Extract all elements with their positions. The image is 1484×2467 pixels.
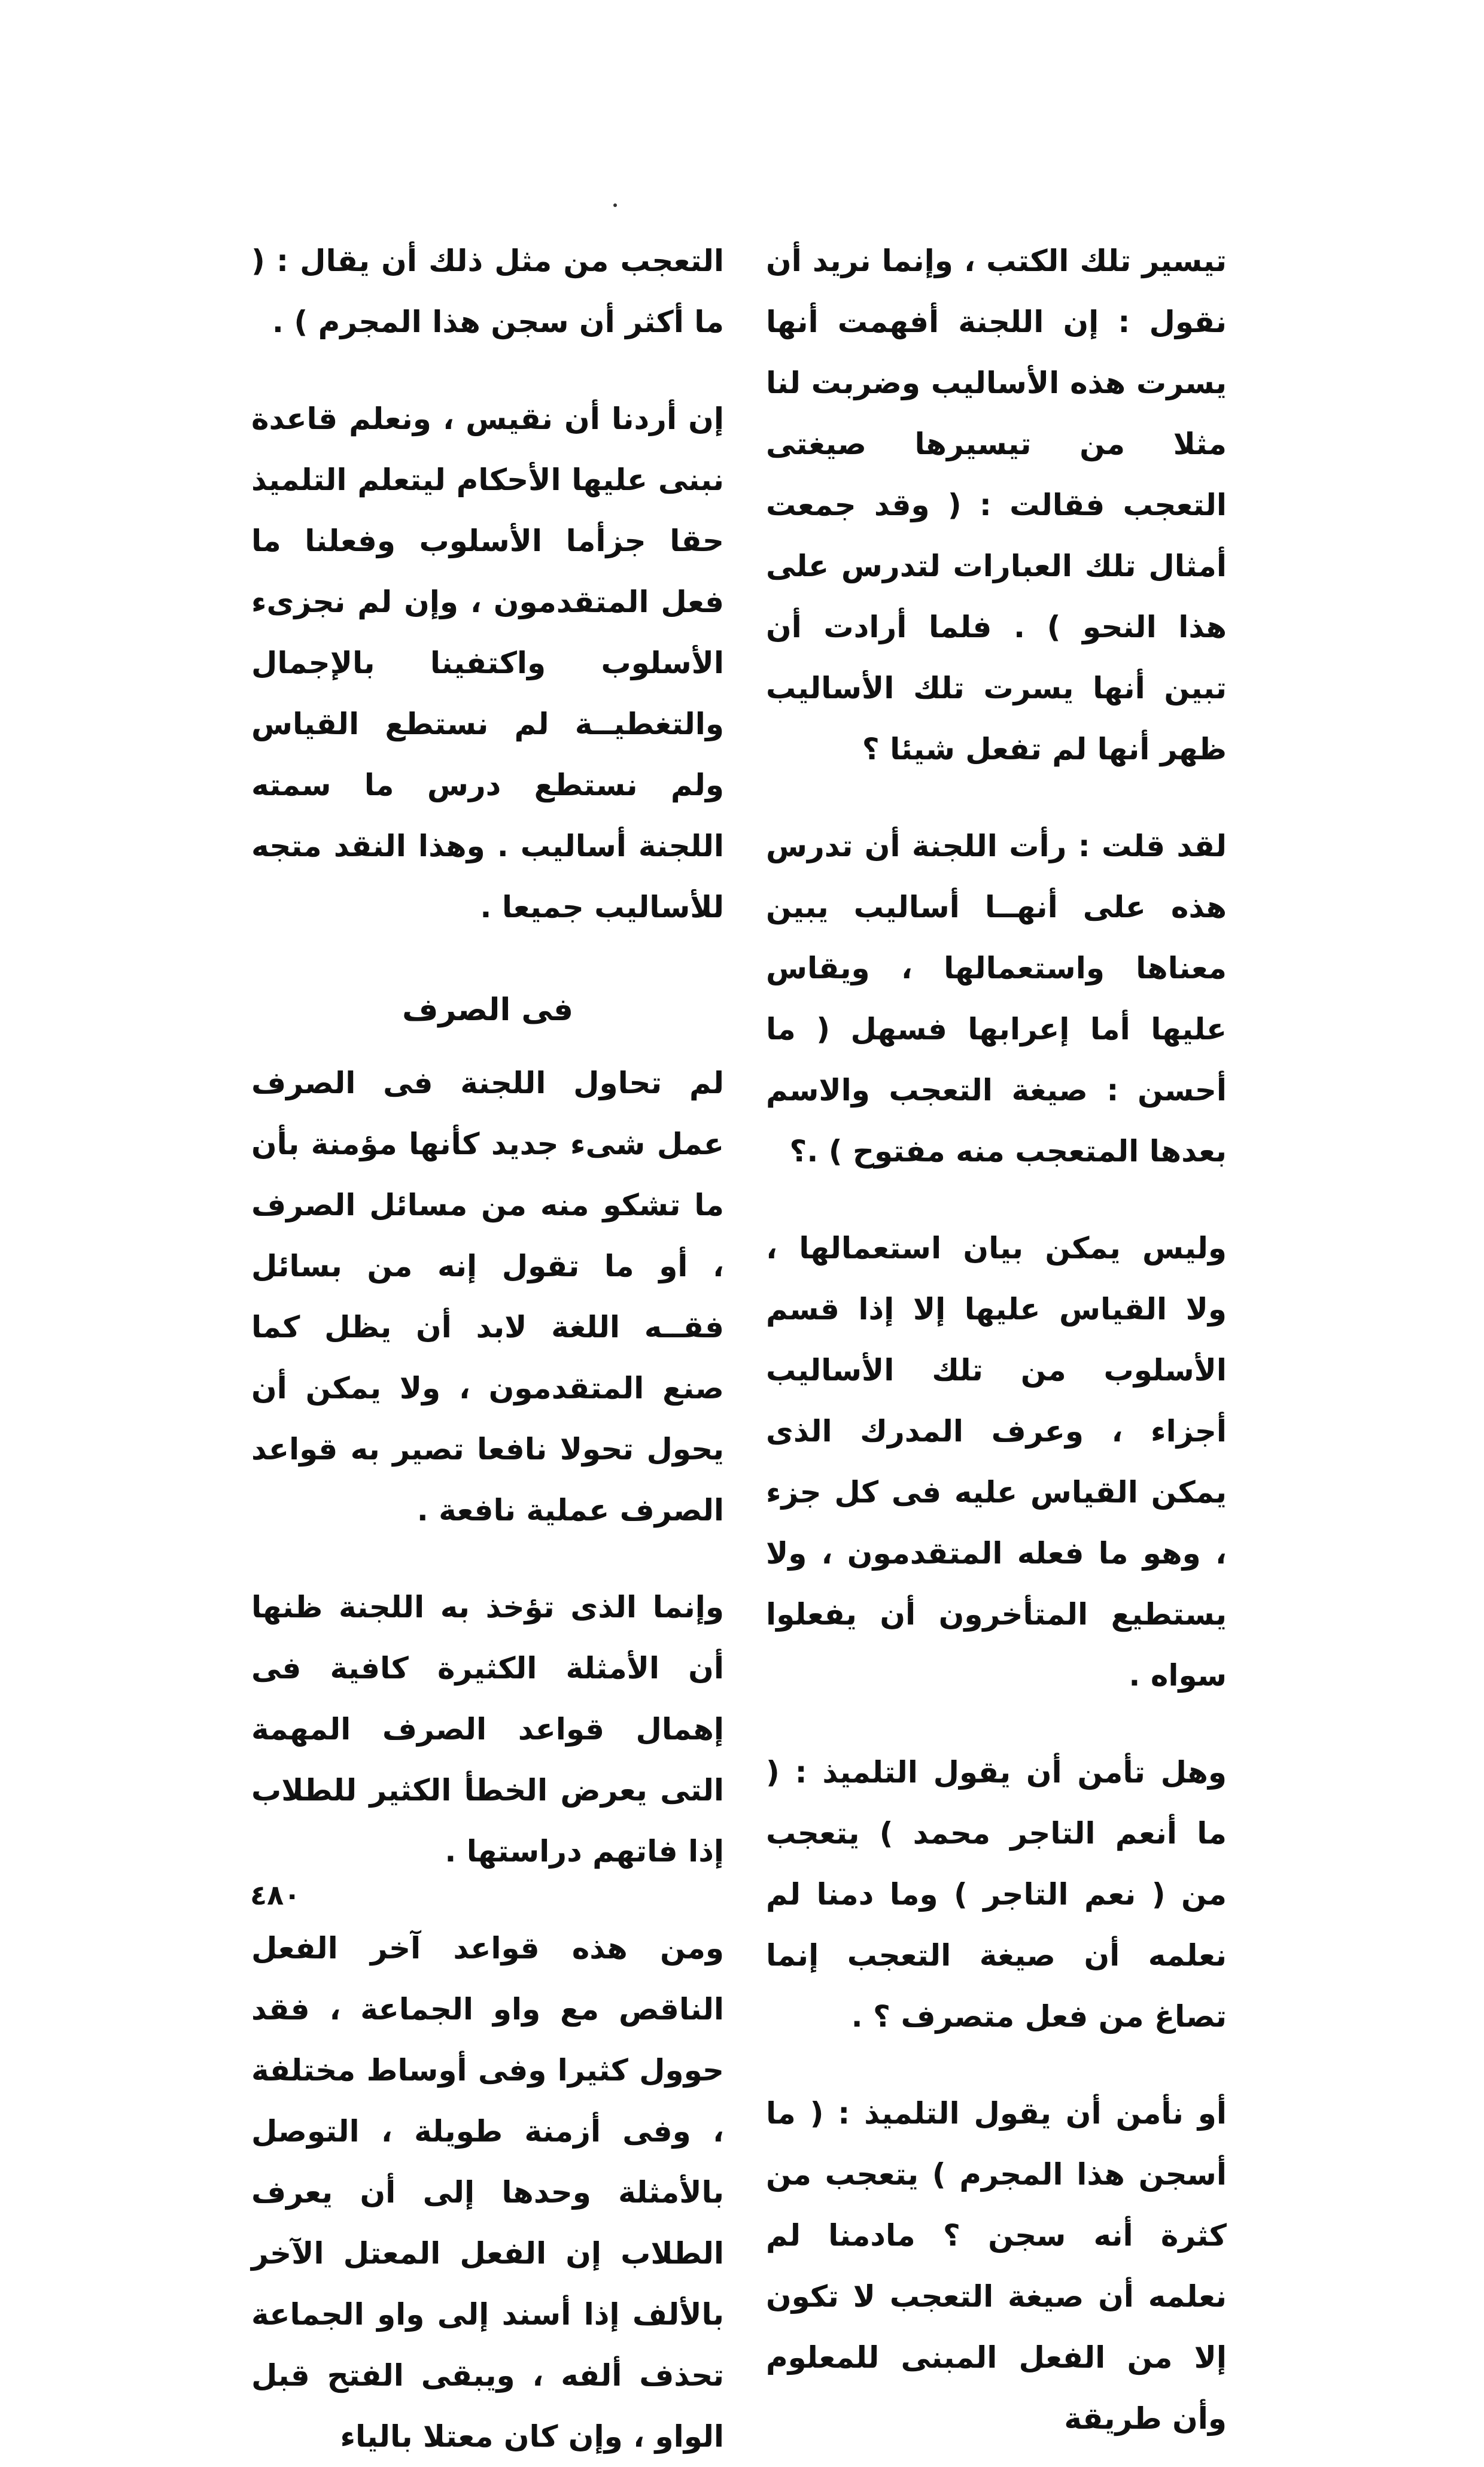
right-paragraph-5: أو نأمن أن يقول التلميذ : ( ما أسجن هذا المجرم ) يتعجب من كثرة أنه سجن ؟ مادمنا لم نعلمه أن صيغة التعجب لا تكون إلا من الفعل المبنى للمعلوم وأن طريقة (766, 2096, 1227, 2436)
left-paragraph-2: إن أردنا أن نقيس ، ونعلم قاعدة نبنى عليها الأحكام ليتعلم التلميذ حقا جزأما الأسلوب وفعلنا ما فعل المتقدمون ، وإن لم نجزىء الأسلوب واكتفينا بالإجمال والتغطيــة لم نستطع القياس ولم نستطع درس ما سمته اللجنة أساليب . وهذا النقد متجه للأساليب جميعا . (251, 401, 724, 924)
section-heading: فى الصرف (402, 992, 574, 1028)
left-column (251, 230, 724, 2467)
left-paragraph-5: ومن هذه قواعد آخر الفعل الناقص مع واو الجماعة ، فقد حوول كثيرا وفى أوساط مختلفة ، وفى أزمنة طويلة ، التوصل بالأمثلة وحدها إلى أن يعرف الطلاب إن الفعل المعتل الآخر بالألف إذا أسند إلى واو الجماعة تحذف ألفه ، ويبقى الفتح قبل الواو ، وإن كان معتلا بالياء (251, 1931, 724, 2454)
top-mark (613, 203, 617, 207)
right-paragraph-4: وهل تأمن أن يقول التلميذ : ( ما أنعم التاجر محمد ) يتعجب من ( نعم التاجر ) وما دمنا لم نعلمه أن صيغة التعجب إنما تصاغ من فعل متصرف ؟ . (766, 1755, 1227, 2034)
right-paragraph-3: وليس يمكن بيان استعمالها ، ولا القياس عليها إلا إذا قسم الأسلوب من تلك الأساليب أجزاء ، وعرف المدرك الذى يمكن القياس عليه فى كل جزء ، وهو ما فعله المتقدمون ، ولا يستطيع المتأخرون أن يفعلوا سواه . (766, 1231, 1227, 1693)
left-paragraph-1: التعجب من مثل ذلك أن يقال : ( ما أكثر أن سجن هذا المجرم ) . (251, 244, 724, 339)
right-paragraph-2: لقد قلت : رأت اللجنة أن تدرس هذه على أنهــا أساليب يبين معناها واستعمالها ، ويقاس عليها أما إعرابها فسهل ( ما أحسن : صيغة التعجب والاسم بعدها المتعجب منه مفتوح ) .؟ (766, 829, 1227, 1169)
left-paragraph-3: لم تحاول اللجنة فى الصرف عمل شىء جديد كأنها مؤمنة بأن ما تشكو منه من مسائل الصرف ، أو ما تقول إنه من بسائل فقــه اللغة لابد أن يظل كما صنع المتقدمون ، ولا يمكن أن يحول تحولا نافعا تصير به قواعد الصرف عملية نافعة . (251, 1066, 724, 1528)
left-paragraph-4: وإنما الذى تؤخذ به اللجنة ظنها أن الأمثلة الكثيرة كافية فى إهمال قواعد الصرف المهمة التى يعرض الخطأ الكثير للطلاب إذا فاتهم دراستها . (251, 1590, 724, 1869)
right-paragraph-1: تيسير تلك الكتب ، وإنما نريد أن نقول : إن اللجنة أفهمت أنها يسرت هذه الأساليب وضربت لنا مثلا من تيسيرها صيغتى التعجب فقالت : ( وقد جمعت أمثال تلك العبارات لتدرس على هذا النحو ) . فلما أرادت أن تبين أنها يسرت تلك الأساليب ظهر أنها لم تفعل شيئا ؟ (766, 244, 1227, 766)
right-column (766, 230, 1227, 2449)
page-number: ٤٨٠ (250, 1879, 301, 1911)
